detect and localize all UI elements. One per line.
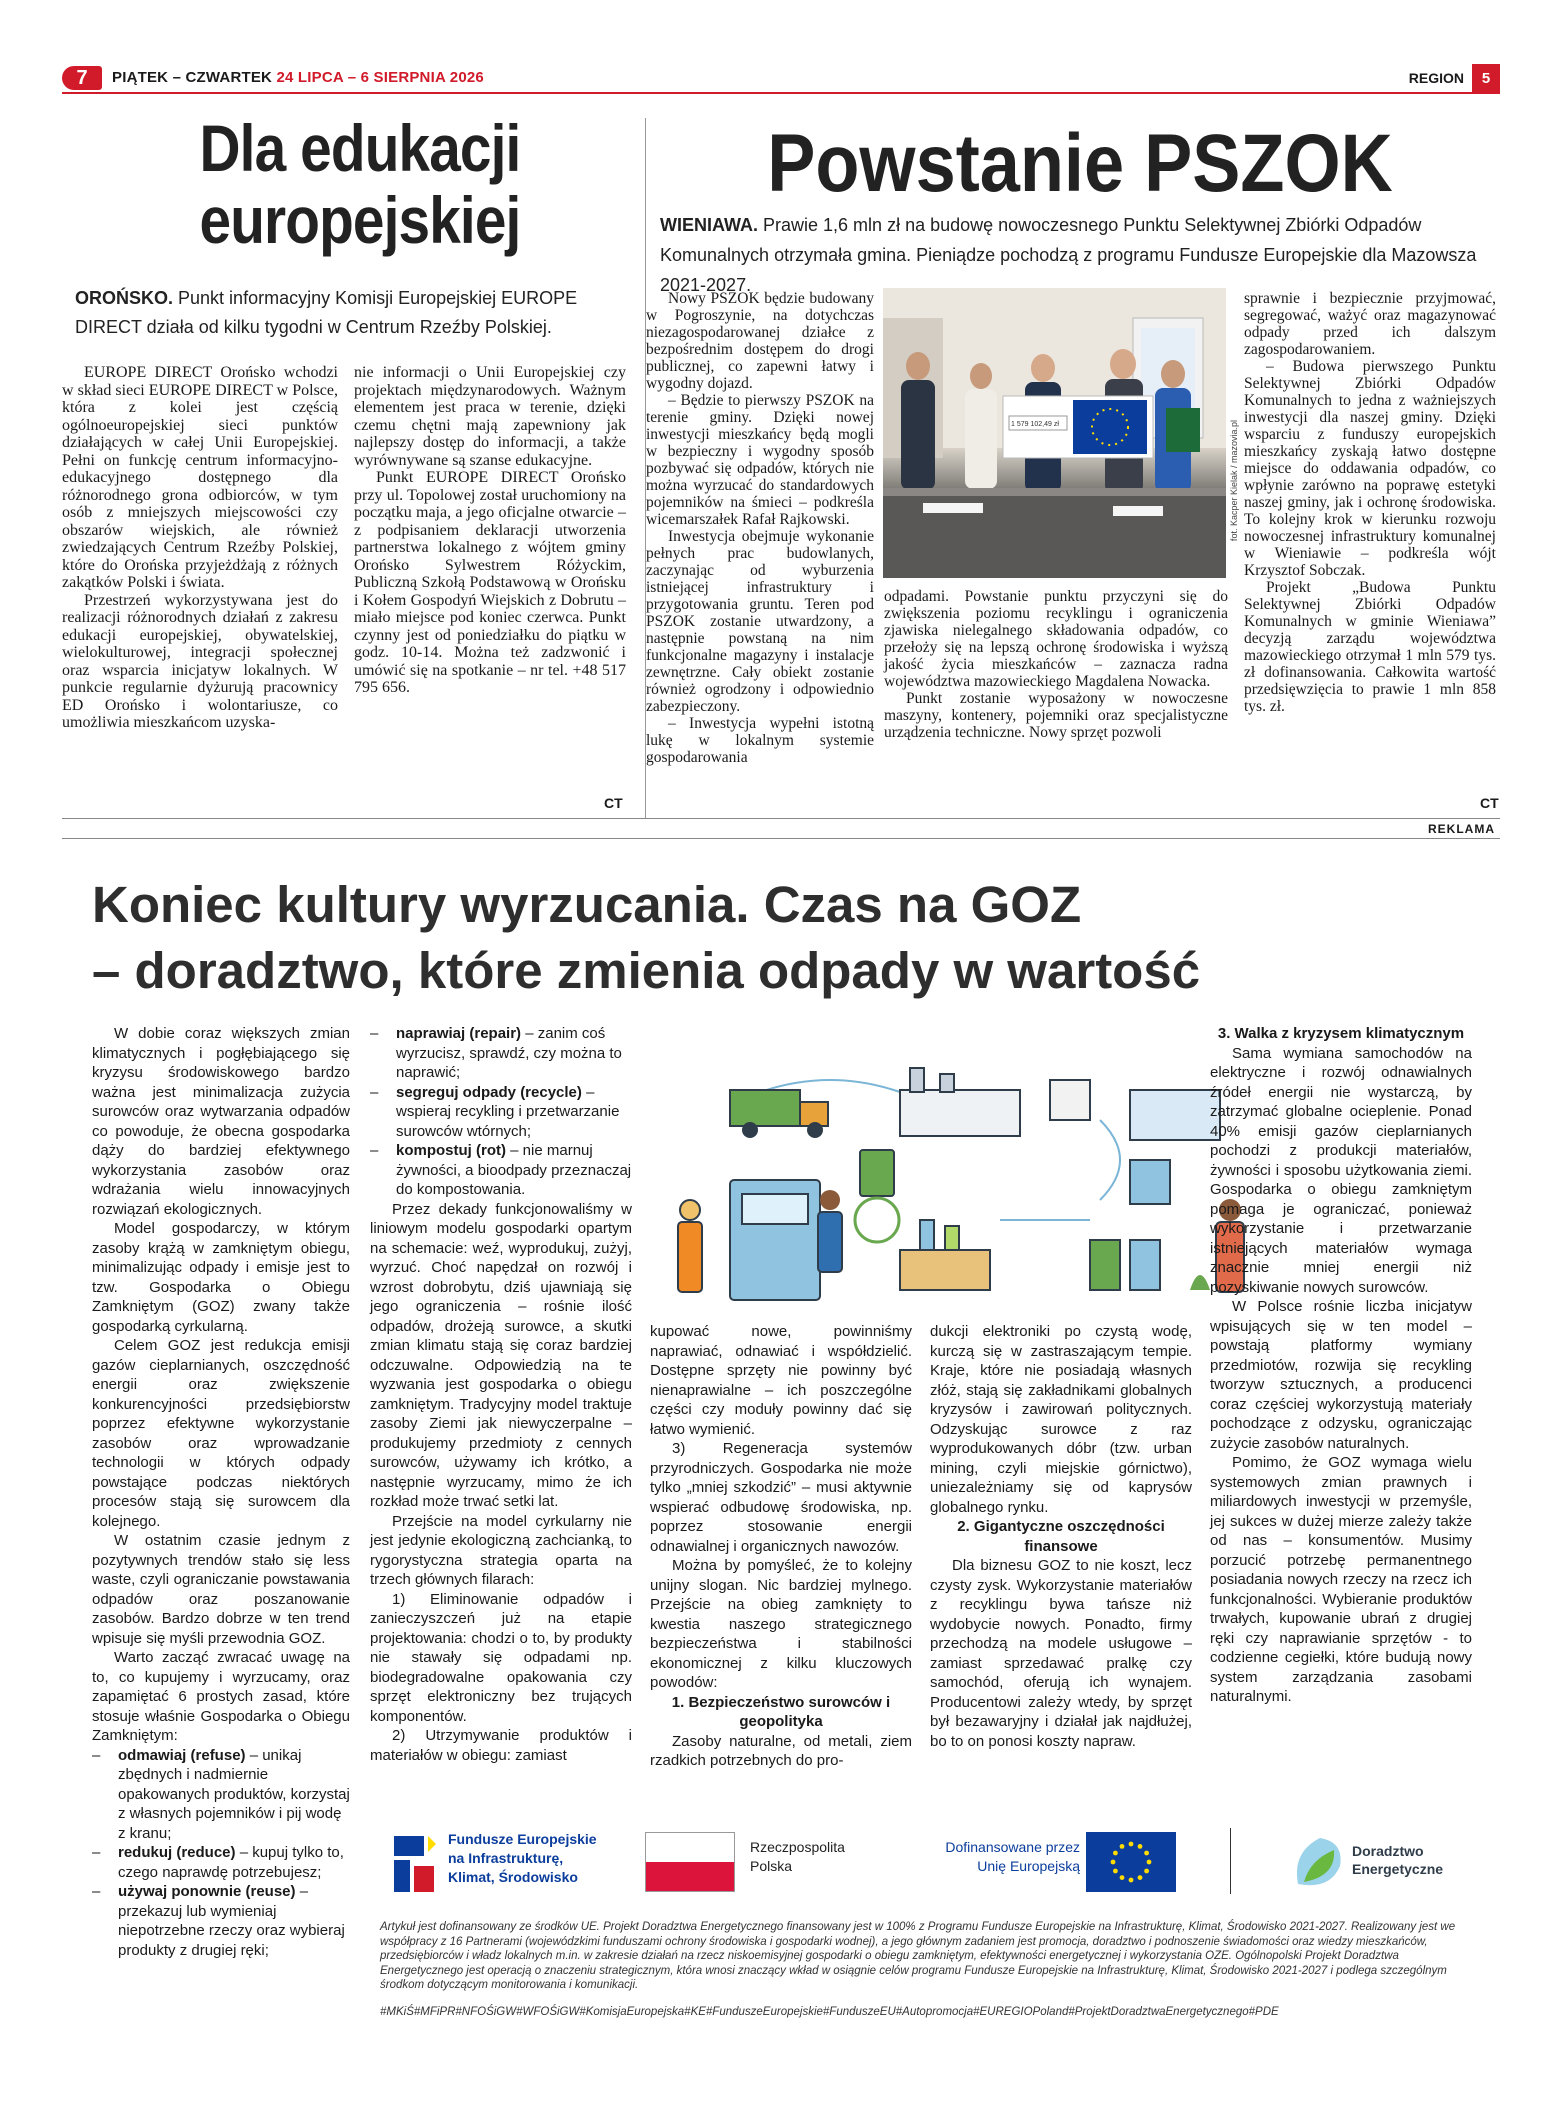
ad-column-4: dukcji elektroniki po czystą wodę, kurczą się w zastraszającym tempie. Kraje, które nie posiadają własnych złóż, stają się zakładnikami globalnych kryzysów i zawirowań politycznych. Odzyskując surowce z raz wyprodukowanych dóbr (tzw. urban mining, czyli miejskie górnictwo), uniezależniamy się od kaprysów globalnego rynku. 2. Gigantyczne oszczędności finansowe Dla biznesu GOZ to nie koszt, lecz czysty zysk. Wykorzystanie materiałów z recyklingu bywa tańsze niż wydobycie nowych. Ponadto, firmy przechodzą na modele usługowe – zamiast sprzedawać pralkę czy samochód, oferują ich wynajem. Producentowi zależy wtedy, by sprzęt był bezawaryjny i działał jak najdłużej, bo to on ponosi koszty napraw. bbox=[930, 1323, 1192, 1750]
article1-column-2: nie informacji o Unii Europejskiej czy projektach międzynarodowych. Ważnym elementem jest praca w terenie, dzięki czemu chętni mają zapewniony jak najlepszy dostęp do informacji, a także wyrównywane są szanse edukacyjne. Punkt EUROPE DIRECT Orońsko przy ul. Topolowej został uruchomiony na początku maja, a jego oficjalne otwarcie – z podpisaniem deklaracji utworzenia partnerstwa lokalnego z wójtem gminy Orońsko Sylwestrem Różyckim, Publiczną Szkołą Podstawową w Orońsku i Kołem Gospodyń Wiejskich z Dobrutu – miało miejsce pod koniec czerwca. Punkt czynny jest od poniedziałku do piątku w godz. 10-14. Można też zadzwonić i umówić się na spotkanie – nr tel. +48 517 795 656. bbox=[354, 364, 626, 696]
article2-lead: WIENIAWA. Prawie 1,6 mln zł na budowę nowoczesnego Punktu Selektywnej Zbiórki Odpadów Komunalnych otrzymała gmina. Pieniądze pochodzą z programu Fundusze Europejskie dla Mazowsza 2021-2027. bbox=[660, 215, 1477, 295]
list-item: – naprawiaj (repair) – zanim coś wyrzucisz, sprawdź, czy można to naprawić; bbox=[370, 1024, 632, 1083]
section-divider-bottom bbox=[62, 838, 1500, 839]
rp-label: Rzeczpospolita Polska bbox=[750, 1839, 845, 1874]
article1-title: Dla edukacji europejskiej bbox=[199, 111, 521, 257]
section-divider bbox=[62, 818, 1500, 819]
article2-column-2: odpadami. Powstanie punktu przyczyni się do zwiększenia poziomu recyklingu i ograniczenia zjawiska nielegalnego składowania odpadów, co przełoży się na lepszą ochronę środowiska i wyższą jakość życia mieszkańców – zaznacza radna województwa mazowieckiego Magdalena Nowacka. Punkt zostanie wyposażony w nowoczesne maszyny, kontenery, pojemniki oraz specjalistyczne urządzenia techniczne. Nowy sprzęt pozwoli bbox=[884, 588, 1228, 741]
article1-column-1: EUROPE DIRECT Orońsko wchodzi w skład sieci EUROPE DIRECT w Polsce, która z kolei jest częścią ogólnoeuropejskiej sieci punktów działających w całej Unii Europejskiej. Pełni on funkcję centrum informacyjno-edukacyjnego dostępnego dla różnorodnego grona odbiorców, w tym osób z mniejszych miejscowości czy obszarów wiejskich, ale również zwiedzających Centrum Rzeźby Polskiej, które do Orońska przyjeżdżają z różnych zakątków Polski i świata. Przestrzeń wykorzystywana jest do realizacji różnorodnych działań z zakresu edukacji europejskiej, obywatelskiej, wielokulturowej, integracji społecznej oraz wsparcia inicjatyw lokalnych. W punkcie regularnie dyżurują pracownicy ED Orońsko i wolontariusze, co umożliwia mieszkańcom uzyska- bbox=[62, 364, 338, 731]
article-photo bbox=[883, 288, 1226, 578]
cheque-amount: 1 579 102,49 zł bbox=[1011, 421, 1059, 428]
ad-column-3: kupować nowe, powinniśmy naprawiać, odnawiać i współdzielić. Dostępne sprzęty nie powinny być nienaprawialne – ich poszczególne części czy moduły powinny dać się łatwo wymienić. 3) Regeneracja systemów przyrodniczych. Gospodarka nie może tylko „mniej szkodzić” – musi aktywnie wspierać odbudowę środowiska, np. poprzez stosowanie energii odnawialnej i organicznych nawozów. Można by pomyśleć, że to kolejny unijny slogan. Nic bardziej mylnego. Przejście na obieg zamknięty to kwestia naszego strategicznego bezpieczeństwa i stabilności ekonomicznej z kilku kluczowych powodów: 1. Bezpieczeństwo surowców i geopolityka Zasoby naturalne, od metali, ziem rzadkich potrzebnych do pro- bbox=[650, 1323, 912, 1769]
page-number: 5 bbox=[1472, 64, 1500, 92]
polish-flag-logo bbox=[645, 1832, 735, 1892]
article1-lead: OROŃSKO. Punkt informacyjny Komisji Europejskiej EUROPE DIRECT działa od kilku tygodni w Centrum Rzeźby Polskiej. bbox=[75, 288, 578, 337]
funding-footnote: Artykuł jest dofinansowany ze środków UE. Projekt Doradztwa Energetycznego finansowany jest w 100% z Programu Fundusze Europejskie na Infrastrukturę, Klimat, Środowisko 2021-2027. Realizowany jest we współpracy z 16 Partnerami (wojewódzkimi funduszami ochrony środowiska i gospodarki wodnej), a jego głównym zadaniem jest promocja, doradztwo i podnoszenie świadomości oraz wiedzy mieszkańców, przedsiębiorców i władz lokalnych m.in. w zakresie działań na rzecz niskoemisyjnej gospodarki o obiegu zamkniętym, efektywności energetycznej i wykorzystania OZE. Ogólnopolski Projekt Doradztwa Energetycznego jest operacją o znaczeniu strategicznym, która wnosi znaczący wkład w osiągnie celów programu Fundusze Europejskie na Infrastrukturę, Klimat, Środowisko 2021-2027 i podlega szczególnym środkom dotyczącym monitorowania i komunikacji. bbox=[380, 1921, 1456, 1991]
page-header bbox=[62, 66, 1500, 94]
article2-column-3: sprawnie i bezpiecznie przyjmować, segregować, ważyć oraz magazynować odpady przed ich dalszym zagospodarowaniem. – Budowa pierwszego Punktu Selektywnej Zbiórki Odpadów Komunalnych to jedna z ważniejszych inwestycji dla naszej gminy. Dzięki wsparciu z funduszy europejskich mieszkańcy zyskają łatwo dostępne miejsce do oddawania odpadów, co wpłynie zarówno na poprawę estetyki naszej gminy, jak i ochronę środowiska. To kolejny krok w kierunku rozwoju nowoczesnej infrastruktury komunalnej w Wieniawie – podkreśla wójt Krzysztof Sobczak. Projekt „Budowa Punktu Selektywnej Zbiórki Odpadów Komunalnych w gminie Wieniawa” decyzją zarządu województwa mazowieckiego otrzymał 1 mln 579 tys. zł dofinansowania. Całkowita wartość przedsięwzięcia to prawie 1 mln 858 tys. zł. bbox=[1244, 290, 1496, 715]
issue-dates: PIĄTEK – CZWARTEK 24 LIPCA – 6 SIERPNIA 2026 bbox=[112, 69, 484, 86]
fe-logo: Fundusze Europejskie na Infrastrukturę, Klimat, Środowisko bbox=[390, 1830, 590, 1902]
fe-star-icon bbox=[390, 1832, 440, 1896]
article2-byline: CT bbox=[1480, 795, 1499, 811]
list-item: – kompostuj (rot) – nie marnuj żywności, a bioodpady przeznaczaj do kompostowania. bbox=[370, 1141, 632, 1200]
ad-title: Koniec kultury wyrzucania. Czas na GOZ – doradztwo, które zmienia odpady w wartość bbox=[92, 876, 1201, 999]
ad-column-5: 3. Walka z kryzysem klimatycznym Sama wymiana samochodów na elektryczne i rozwój odnawialnych źródeł energii nie wystarczą, by zatrzymać globalne ocieplenie. Ponad 40% emisji gazów cieplarnianych pochodzi z produkcji materiałów, żywności i sposobu użytkowania ziemi. Gospodarka o obiegu zamkniętym pomaga je ograniczać, ponieważ wykorzystanie i przetwarzanie istniejących materiałów wymaga znacznie mniej energii niż pozyskiwanie nowych surowców. W Polsce rośnie liczba inicjatyw wpisujących się w ten model – powstają platformy wymiany przedmiotów, rozwija się recykling tworzyw sztucznych, a producenci coraz częściej wykorzystują materiały pochodzące z odzysku, ograniczając zużycie zasobów naturalnych. Pomimo, że GOZ wymaga wielu systemowych zmian prawnych i miliardowych inwestycji w przemyśle, jej sukces w dużej mierze zależy także od nas – konsumentów. Musimy porzucić potrzebę permanentnego posiadania nowych rzeczy na rzecz ich funkcjonalności. Wybieranie produktów trwałych, kupowanie ubrań z drugiej ręki czy naprawianie sprzętów - to codzienne cegiełki, które budują nowy system zarządzania zasobami naturalnymi. bbox=[1210, 1025, 1472, 1705]
goz-rules-list-1 bbox=[92, 1746, 350, 1961]
circular-economy-illustration bbox=[670, 1060, 1290, 1318]
goz-rules-list-2 bbox=[370, 1024, 632, 1200]
list-item: – odmawiaj (refuse) – unikaj zbędnych i nadmiernie opakowanych produktów, korzystaj z własnych pojemników i pij wodę z kranu; bbox=[92, 1746, 350, 1844]
advertisement-label: REKLAMA bbox=[1428, 822, 1495, 836]
ad-column-2: – naprawiaj (repair) – zanim coś wyrzucisz, sprawdź, czy można to naprawić; – segreguj odpady (recycle) – wspieraj recykling i przetwarzanie surowców wtórnych; – kompostuj (rot) – nie marnuj żywności, a bioodpady przeznaczaj do kompostowania. Przez dekady funkcjonowaliśmy w liniowym modelu gospodarki opartym na schemacie: weź, wyprodukuj, zużyj, wyrzuć. Choć napędzał on rozwój i wzrost dobrobytu, dziś ujawniają się jego ograniczenia – rośnie ilość odpadów, drożeją surowce, a skutki zmian klimatu stają się coraz bardziej odczuwalne. Odpowiedzią na te wyzwania jest gospodarka o obiegu zamkniętym. Tradycyjny model traktuje zasoby Ziemi jak niewyczerpalne – produkujemy przedmioty z cennych surowców, używamy ich krótko, a następnie wyrzucamy, mimo że ich rozkład może trwać setki lat. Przejście na model cyrkularny nie jest jedynie ekologiczną zachcianką, to rygorystyczna strategia oparta na trzech głównych filarach: 1) Eliminowanie odpadów i zanieczyszczeń już na etapie projektowania: chodzi o to, by produkty nie stawały się odpadami np. biodegradowalne opakowania czy sprzęt elektroniczny bez trujących komponentów. 2) Utrzymywanie produktów i materiałów w obiegu: zamiast bbox=[370, 1024, 632, 1765]
eu-label: Dofinansowane przez Unię Europejską bbox=[945, 1839, 1080, 1874]
photo-credit: fot. Kacper Kielak / mazovia.pl bbox=[1229, 420, 1239, 542]
ceremony-photo-illustration bbox=[883, 288, 1226, 578]
logo-divider bbox=[1230, 1828, 1231, 1894]
funding-logos bbox=[380, 1818, 1480, 1918]
eu-flag-icon bbox=[1086, 1832, 1176, 1892]
ad-column-1: W dobie coraz większych zmian klimatycznych i pogłębiającego się kryzysu środowiskowego bardzo ważna jest minimalizacja zużycia surowców oraz wytwarzania odpadów co powoduje, że obecna gospodarka dąży do bardziej efektywnego wykorzystania zasobów oraz wdrażania wielu innowacyjnych rozwiązań ekologicznych. Model gospodarczy, w którym zasoby krążą w zamkniętym obiegu, minimalizując odpady i emisje jest to tzw. Gospodarka o Obiegu Zamkniętym (GOZ) zwany także gospodarką cyrkularną. Celem GOZ jest redukcja emisji gazów cieplarnianych, oszczędność energii oraz zwiększenie konkurencyjności przedsiębiorstw poprzez efektywne wykorzystanie zasobów oraz wprowadzanie technologii w których odpady powstające podczas niektórych procesów stają się surowcem dla kolejnego. W ostatnim czasie jednym z pozytywnych trendów stało się less waste, czyli ograniczanie powstawania odpadów oraz poszanowanie zasobów. Bardzo dobrze w ten trend wpisuje się myśli przewodnia GOZ. Warto zacząć zwracać uwagę na to, co kupujemy i wyrzucamy, oraz zapamiętać 6 prostych zasad, które stosuje właśnie Gospodarka o Obiegu Zamkniętym: – odmawiaj (refuse) – unikaj zbędnych i nadmiernie opakowanych produktów, korzystaj z własnych pojemników i pij wodę z kranu; – redukuj (reduce) – kupuj tylko to, czego naprawdę potrzebujesz; – używaj ponownie (reuse) – przekazuj lub wymieniaj niepotrzebne rzeczy oraz wybieraj produkty z drugiej ręki; bbox=[92, 1024, 350, 1960]
article2-title: Powstanie PSZOK bbox=[767, 118, 1393, 209]
recycling-scene-icon bbox=[670, 1060, 1290, 1318]
publication-logo: 7 bbox=[62, 66, 102, 90]
article1-byline: CT bbox=[604, 795, 623, 811]
list-item: – redukuj (reduce) – kupuj tylko to, czego naprawdę potrzebujesz; bbox=[92, 1843, 350, 1882]
section-label: REGION bbox=[1408, 70, 1464, 86]
list-item: – segreguj odpady (recycle) – wspieraj recykling i przetwarzanie surowców wtórnych; bbox=[370, 1083, 632, 1142]
list-item: – używaj ponownie (reuse) – przekazuj lub wymieniaj niepotrzebne rzeczy oraz wybieraj produkty z drugiej ręki; bbox=[92, 1882, 350, 1960]
leaf-icon bbox=[1290, 1832, 1346, 1892]
hashtag-line: #MKiŚ#MFiPR#NFOŚiGW#WFOŚiGW#KomisjaEuropejska#KE#FunduszeEuropejskie#FunduszeEU#Autopromocja#EUREGIOPoland#ProjektDoradztwaEnergetycznego#PDE bbox=[380, 2006, 1279, 2018]
doradztwo-logo: Doradztwo Energetyczne bbox=[1290, 1828, 1460, 1898]
article2-column-1: Nowy PSZOK będzie budowany w Pogroszynie, na dotychczas niezagospodarowanej działce z bezpośrednim dostępem do drogi publicznej, co zapewni łatwy i wygodny dojazd. – Będzie to pierwszy PSZOK na terenie gminy. Dzięki nowej inwestycji mieszkańcy będą mogli w bezpieczny i wygodny sposób pozbywać się odpadów, których nie można wyrzucać do standardowych pojemników na śmieci – podkreśla wicemarszałek Rafał Rajkowski. Inwestycja obejmuje wykonanie pełnych prac budowlanych, zaczynając od wyburzenia istniejącej infrastruktury i przygotowania gruntu. Teren pod PSZOK zostanie utwardzony, a następnie powstaną na nim funkcjonalne magazyny i instalacje zewnętrzne. Cały obiekt zostanie również ogrodzony i odpowiednio zabezpieczony. – Inwestycja wypełni istotną lukę w lokalnym systemie gospodarowania bbox=[646, 290, 874, 766]
